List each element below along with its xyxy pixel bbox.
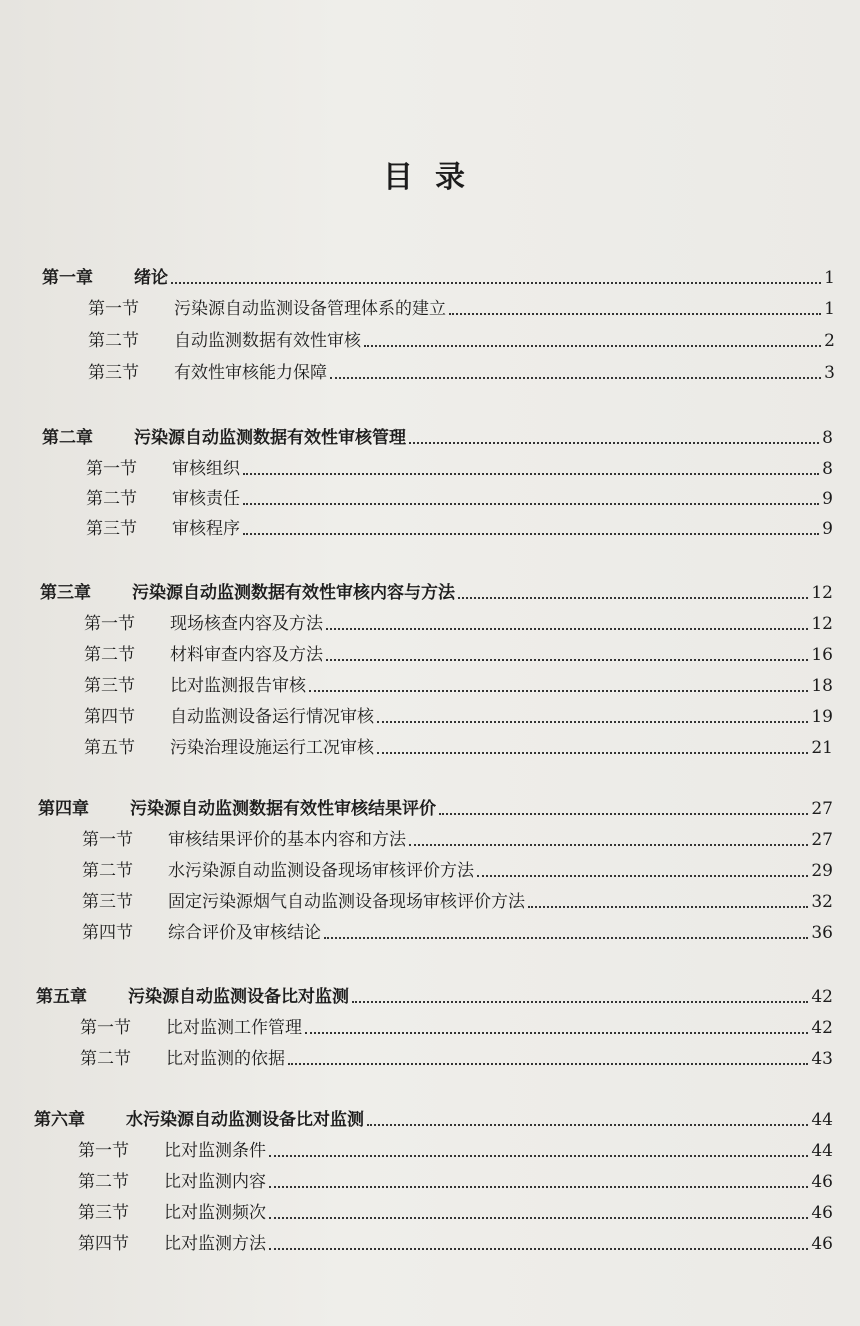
dot-leader <box>305 1031 808 1034</box>
section-number: 第三节 <box>88 363 139 383</box>
section-number: 第二节 <box>78 1172 129 1192</box>
dot-leader <box>269 1185 808 1188</box>
chapter-heading <box>36 987 349 1007</box>
section-heading <box>82 830 406 850</box>
page-number: 9 <box>822 519 833 539</box>
section-heading <box>88 331 361 351</box>
dot-leader <box>528 905 808 908</box>
section-heading <box>88 363 327 383</box>
section-number: 第一节 <box>80 1018 131 1038</box>
page-number: 9 <box>822 489 833 509</box>
dot-leader <box>409 843 808 846</box>
toc-chapter-row[interactable] <box>40 577 833 603</box>
toc-section-row[interactable] <box>80 1043 833 1069</box>
toc-section-row[interactable] <box>78 1228 833 1254</box>
section-title: 有效性审核能力保障 <box>174 363 327 383</box>
chapter-title: 污染源自动监测设备比对监测 <box>128 987 349 1007</box>
section-title: 现场核查内容及方法 <box>170 614 323 634</box>
section-number: 第二节 <box>88 331 139 351</box>
section-heading <box>78 1172 266 1192</box>
chapter-title: 污染源自动监测数据有效性审核内容与方法 <box>132 583 455 603</box>
page-number: 8 <box>822 428 833 448</box>
page-number: 46 <box>811 1234 833 1254</box>
section-number: 第一节 <box>78 1141 129 1161</box>
section-title: 比对监测条件 <box>164 1141 266 1161</box>
chapter-title: 污染源自动监测数据有效性审核管理 <box>134 428 406 448</box>
page-number: 19 <box>811 707 833 727</box>
page-number: 36 <box>811 923 833 943</box>
dot-leader <box>269 1216 808 1219</box>
dot-leader <box>243 472 819 475</box>
toc-chapter-row[interactable] <box>36 981 833 1007</box>
page-number: 1 <box>824 268 835 288</box>
dot-leader <box>377 751 808 754</box>
section-heading <box>80 1018 302 1038</box>
page-number: 44 <box>811 1141 833 1161</box>
page-number: 1 <box>824 299 835 319</box>
page-number: 43 <box>811 1049 833 1069</box>
toc-section-row[interactable] <box>88 293 835 319</box>
section-heading <box>86 519 240 539</box>
toc-section-row[interactable] <box>86 483 833 509</box>
toc-chapter-row[interactable] <box>38 793 833 819</box>
page-number: 27 <box>811 799 833 819</box>
section-number: 第四节 <box>82 923 133 943</box>
section-number: 第三节 <box>86 519 137 539</box>
section-number: 第四节 <box>78 1234 129 1254</box>
chapter-title: 污染源自动监测数据有效性审核结果评价 <box>130 799 436 819</box>
section-number: 第二节 <box>82 861 133 881</box>
dot-leader <box>377 720 808 723</box>
dot-leader <box>324 936 808 939</box>
section-heading <box>86 459 240 479</box>
section-heading <box>82 923 321 943</box>
chapter-heading <box>42 428 406 448</box>
page-number: 42 <box>811 987 833 1007</box>
section-heading <box>78 1203 266 1223</box>
section-number: 第一节 <box>84 614 135 634</box>
chapter-heading <box>40 583 455 603</box>
dot-leader <box>309 689 808 692</box>
section-number: 第四节 <box>84 707 135 727</box>
section-heading <box>84 707 374 727</box>
toc-section-row[interactable] <box>78 1166 833 1192</box>
chapter-number: 第二章 <box>42 428 93 448</box>
section-number: 第三节 <box>78 1203 129 1223</box>
section-title: 自动监测设备运行情况审核 <box>170 707 374 727</box>
page-number: 2 <box>824 331 835 351</box>
toc-section-row[interactable] <box>84 639 833 665</box>
dot-leader <box>326 627 808 630</box>
dot-leader <box>364 344 821 347</box>
page-number: 42 <box>811 1018 833 1038</box>
page-number: 27 <box>811 830 833 850</box>
page-number: 21 <box>811 738 833 758</box>
toc-section-row[interactable] <box>82 886 833 912</box>
section-title: 比对监测报告审核 <box>170 676 306 696</box>
section-heading <box>82 892 525 912</box>
dot-leader <box>269 1247 808 1250</box>
section-number: 第二节 <box>86 489 137 509</box>
toc-section-row[interactable] <box>86 513 833 539</box>
section-number: 第二节 <box>80 1049 131 1069</box>
section-heading <box>84 614 323 634</box>
chapter-number: 第一章 <box>42 268 93 288</box>
section-heading <box>84 645 323 665</box>
section-title: 比对监测的依据 <box>166 1049 285 1069</box>
page-number: 32 <box>811 892 833 912</box>
page-number: 18 <box>811 676 833 696</box>
section-heading <box>80 1049 285 1069</box>
section-number: 第五节 <box>84 738 135 758</box>
page-number: 29 <box>811 861 833 881</box>
section-title: 污染源自动监测设备管理体系的建立 <box>174 299 446 319</box>
toc-section-row[interactable] <box>88 325 835 351</box>
chapter-number: 第六章 <box>34 1110 85 1130</box>
section-number: 第一节 <box>82 830 133 850</box>
section-heading <box>84 738 374 758</box>
chapter-number: 第五章 <box>36 987 87 1007</box>
toc-chapter-row[interactable] <box>42 422 833 448</box>
toc-chapter-row[interactable] <box>42 262 835 288</box>
section-title: 污染治理设施运行工况审核 <box>170 738 374 758</box>
section-title: 自动监测数据有效性审核 <box>174 331 361 351</box>
section-heading <box>82 861 474 881</box>
toc-section-row[interactable] <box>80 1012 833 1038</box>
page-number: 46 <box>811 1172 833 1192</box>
page-number: 12 <box>811 614 833 634</box>
toc-section-row[interactable] <box>88 357 835 383</box>
section-title: 审核组织 <box>172 459 240 479</box>
section-title: 审核程序 <box>172 519 240 539</box>
page-number: 16 <box>811 645 833 665</box>
section-number: 第一节 <box>86 459 137 479</box>
dot-leader <box>458 596 808 599</box>
section-title: 材料审查内容及方法 <box>170 645 323 665</box>
page-number: 46 <box>811 1203 833 1223</box>
toc-section-row[interactable] <box>82 824 833 850</box>
section-number: 第三节 <box>84 676 135 696</box>
section-title: 水污染源自动监测设备现场审核评价方法 <box>168 861 474 881</box>
section-title: 审核责任 <box>172 489 240 509</box>
dot-leader <box>269 1154 808 1157</box>
page-number: 3 <box>824 363 835 383</box>
section-heading <box>78 1234 266 1254</box>
chapter-number: 第三章 <box>40 583 91 603</box>
chapter-heading <box>38 799 436 819</box>
toc-section-row[interactable] <box>82 917 833 943</box>
dot-leader <box>352 1000 808 1003</box>
section-title: 比对监测内容 <box>164 1172 266 1192</box>
dot-leader <box>326 658 808 661</box>
toc-chapter-row[interactable] <box>34 1104 833 1130</box>
toc-section-row[interactable] <box>78 1197 833 1223</box>
dot-leader <box>409 441 819 444</box>
chapter-heading <box>42 268 168 288</box>
page-title: 目录 <box>383 160 487 195</box>
page-number: 44 <box>811 1110 833 1130</box>
dot-leader <box>439 812 808 815</box>
dot-leader <box>477 874 808 877</box>
chapter-title: 水污染源自动监测设备比对监测 <box>126 1110 364 1130</box>
section-title: 固定污染源烟气自动监测设备现场审核评价方法 <box>168 892 525 912</box>
page-number: 8 <box>822 459 833 479</box>
section-number: 第三节 <box>82 892 133 912</box>
dot-leader <box>288 1062 808 1065</box>
dot-leader <box>171 281 821 284</box>
toc-section-row[interactable] <box>78 1135 833 1161</box>
section-title: 审核结果评价的基本内容和方法 <box>168 830 406 850</box>
section-heading <box>86 489 240 509</box>
chapter-title: 绪论 <box>134 268 168 288</box>
toc-section-row[interactable] <box>84 701 833 727</box>
toc-section-row[interactable] <box>84 670 833 696</box>
toc-section-row[interactable] <box>84 608 833 634</box>
section-heading <box>78 1141 266 1161</box>
dot-leader <box>330 376 821 379</box>
dot-leader <box>243 502 819 505</box>
dot-leader <box>449 312 821 315</box>
section-number: 第一节 <box>88 299 139 319</box>
section-title: 比对监测工作管理 <box>166 1018 302 1038</box>
dot-leader <box>367 1123 808 1126</box>
toc-section-row[interactable] <box>82 855 833 881</box>
toc-section-row[interactable] <box>84 732 833 758</box>
section-title: 综合评价及审核结论 <box>168 923 321 943</box>
section-title: 比对监测频次 <box>164 1203 266 1223</box>
toc-section-row[interactable] <box>86 453 833 479</box>
section-title: 比对监测方法 <box>164 1234 266 1254</box>
chapter-number: 第四章 <box>38 799 89 819</box>
section-heading <box>88 299 446 319</box>
section-number: 第二节 <box>84 645 135 665</box>
dot-leader <box>243 532 819 535</box>
chapter-heading <box>34 1110 364 1130</box>
page-number: 12 <box>811 583 833 603</box>
section-heading <box>84 676 306 696</box>
